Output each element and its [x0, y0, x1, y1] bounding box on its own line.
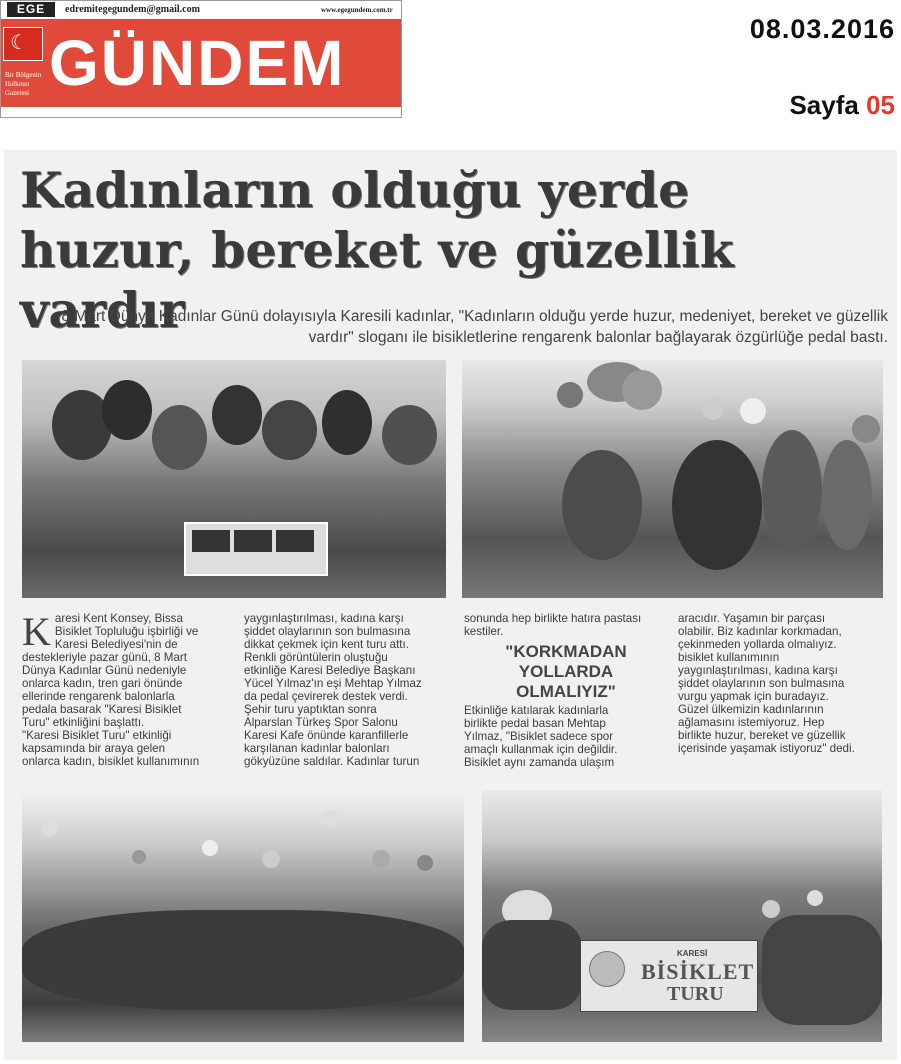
masthead-top-bar [1, 1, 401, 19]
pull-quote: "KORKMADAN YOLLARDA OLMALIYIZ" [505, 642, 627, 701]
article-column-1 [22, 609, 230, 768]
banner-small-text: KARESİ [677, 949, 708, 958]
issue-date: 08.03.2016 [749, 14, 895, 44]
photo-group-with-banner [482, 790, 882, 1042]
celebration-cake [184, 522, 328, 576]
article-column-2: yaygınlaştırılması, kadına karşı şiddet olaylarının son bulmasına dikkat çekmek için kent turu attı. Renkli görüntülerin oluştuğu etkinliğe Karesi Belediye Başkanı Yücel Yılmaz'ın eşi Mehtap Yılmaz da pedal çevirerek destek verdi. Şehir turu yaptıktan sonra Alparslan Türkeş Spor Salonu Karesi Kafe önünde karanfillerle karşılanan kadınlar balonları gökyüzüne saldılar. Kadınlar turun [244, 612, 422, 768]
photo-cyclists-with-balloons [462, 360, 883, 598]
photo-women-with-cake [22, 360, 446, 598]
masthead-ege-label: EGE [7, 2, 55, 17]
photo-crowd-releasing-balloons [22, 790, 464, 1042]
article-headline: Kadınların olduğu yerde huzur, bereket ve güzellik vardır [20, 161, 734, 339]
drop-cap: K [22, 609, 51, 654]
article-column-4: aracıdır. Yaşamın bir parçası olabilir. Biz kadınlar korkmadan, çekinmeden yollarda olmalıyız. bisiklet kullanımının yaygınlaştırılması, kadına karşı şiddet olaylarının son bulmasına vurgu yapmak için buradayız. Güzel ülkemizin kadınlarının ağlamasını istemiyoruz. Hep birlikte huzur, bereket ve güzellik içerisinde yaşamak istiyoruz" dedi. [678, 612, 855, 755]
karesi-bisiklet-turu-banner [580, 940, 758, 1012]
article-column-3-top: sonunda hep birlikte hatıra pastası kestiler. [464, 612, 642, 638]
column-1-text: aresi Kent Konsey, Bissa Bisiklet Topluluğu işbirliği ve Karesi Belediyesi'nin de destekleriyle pazar günü, 8 Mart Dünya Kadınlar Günü nedeniyle onlarca kadın, tren gari önünde ellerinde rengarenk balonlarla pedala basarak "Karesi Bisiklet Turu" etkinliğini başlattı. "Karesi Bisiklet Turu" etkinliği kapsamında bir araya gelen onlarca kadın, bisiklet kullanımının [22, 612, 200, 768]
banner-line-2: TURU [667, 983, 724, 1005]
newspaper-masthead [0, 0, 402, 118]
karesi-logo-icon [589, 951, 625, 987]
masthead-slogan: Bir Bölgenin Halkının Gazetesi [5, 71, 42, 97]
masthead-title: GÜNDEM [49, 27, 346, 99]
article-lead: 8 Mart Dünya Kadınlar Günü dolayısıyla Karesili kadınlar, "Kadınların olduğu yerde huzur, medeniyet, bereket ve güzellik vardır" sloganı ile bisikletlerine rengarenk balonlar bağlayarak özgürlüğe pedal bastı. [61, 308, 888, 346]
masthead-email: edremitegegundem@gmail.com [65, 4, 200, 15]
article-column-3-bottom: Etkinliğe katılarak kadınlarla birlikte pedal basan Mehtap Yılmaz, "Bisiklet sadece spor amaçlı kullanmak için değildir. Bisiklet aynı zamanda ulaşım [464, 704, 618, 769]
masthead-website: www.egegundem.com.tr [321, 6, 393, 14]
page-label: Sayfa [789, 90, 859, 120]
page-number: 05 [866, 90, 895, 120]
turkish-flag-icon: ☾ [3, 27, 43, 61]
banner-line-1: BİSİKLET [641, 959, 755, 984]
page-indicator [789, 90, 895, 121]
